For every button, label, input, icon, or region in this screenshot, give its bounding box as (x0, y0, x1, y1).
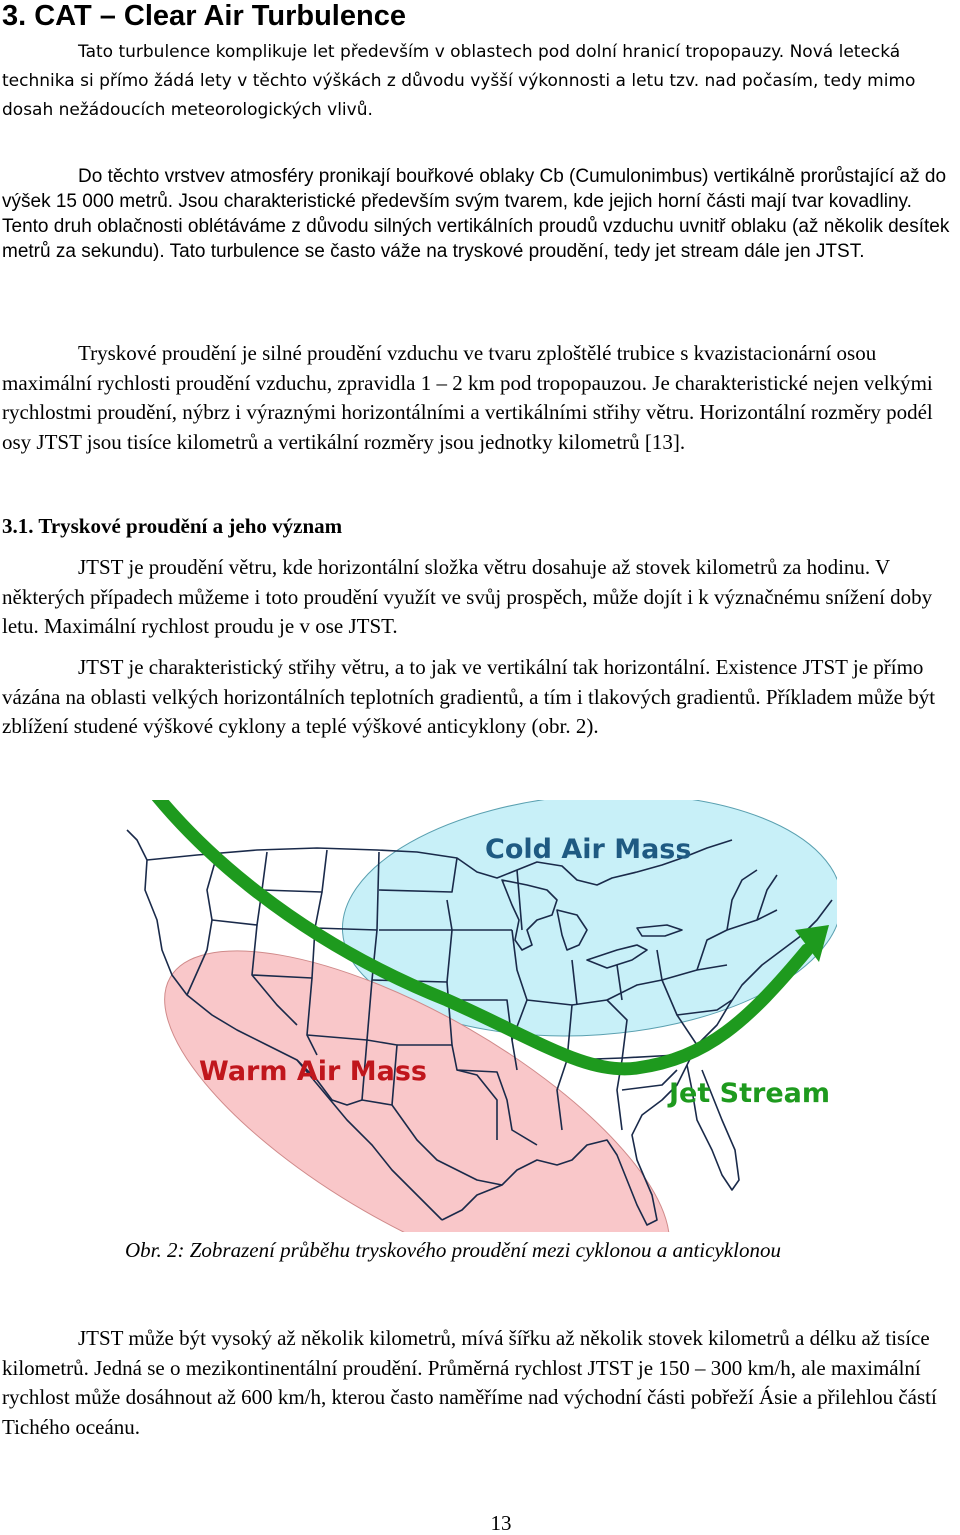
jet-stream-label: Jet Stream (669, 1078, 830, 1109)
paragraph-cumulonimbus: Do těchto vrstvev atmosféry pronikají bouřkové oblaky Cb (Cumulonimbus) vertikálně prorůstající až do výšek 15 000 metrů. Jsou charakteristické především svým tvarem, kde jejich horní části mají tvar kovadliny. Tento druh oblačnosti oblétáváme z důvodu silných vertikálních proudů vzduchu uvnitř oblaku (až několik desítek metrů za sekundu). Tato turbulence se často váže na tryskové proudění, tedy jet stream dále jen JTST. (2, 166, 950, 262)
jet-stream-map (117, 800, 837, 1232)
subsection-heading: 3.1. Tryskové proudění a jeho význam (2, 514, 343, 538)
page-number: 13 (490, 1511, 512, 1535)
cold-air-mass-label: Cold Air Mass (485, 834, 692, 865)
section-heading: 3. CAT – Clear Air Turbulence (2, 0, 406, 32)
figure-caption: Obr. 2: Zobrazení průběhu tryskového proudění mezi cyklonou a anticyklonou (125, 1238, 781, 1262)
paragraph-jtst-dimensions: JTST může být vysoký až několik kilometrů, mívá šířku až několik stovek kilometrů a délku až tisíce kilometrů. Jedná se o mezikontinentální proudění. Průměrná rychlost JTST je 150 – 300 km/h, ale maximální rychlost může dosáhnout až 600 km/h, kterou často naměříme nad východní části pobřeží Ásie a přilehlou částí Tichého oceánu. (2, 1326, 937, 1439)
paragraph-jet-definition: Tryskové proudění je silné proudění vzduchu ve tvaru zploštělé trubice s kvazistacionární osou maximální rychlosti proudění vzduchu, zpravidla 1 – 2 km pod tropopauzou. Je charakteristické nejen velkými rychlostmi proudění, nýbrz i výraznými horizontálními a vertikálními střihy větru. Horizontální rozměry podél osy JTST jsou tisíce kilometrů a vertikální rozměry jsou jednotky kilometrů [13]. (2, 341, 933, 454)
paragraph-jtst-shear: JTST je charakteristický střihy větru, a to jak ve vertikální tak horizontální. Existence JTST je přímo vázána na oblasti velkých horizontálních teplotních gradientů, a tím i tlakových gradientů. Příkladem může být zblížení studené výškové cyklony a teplé výškové anticyklony (obr. 2). (2, 655, 936, 738)
paragraph-intro: Tato turbulence komplikuje let především v oblastech pod dolní hranicí tropopauzy. Nová letecká technika si přímo žádá lety v těchto výškách z důvodu vyšší výkonnosti a letu tzv. nad počasím, tedy mimo dosah nežádoucích meteorologických vlivů. (2, 42, 916, 120)
paragraph-jtst-speed: JTST je proudění větru, kde horizontální složka větru dosahuje až stovek kilometrů za hodinu. V některých případech můžeme i toto proudění využít ve svůj prospěch, může dojít i k význačnému snížení doby letu. Maximální rychlost proudu je v ose JTST. (2, 555, 933, 638)
warm-air-mass-label: Warm Air Mass (199, 1056, 427, 1087)
